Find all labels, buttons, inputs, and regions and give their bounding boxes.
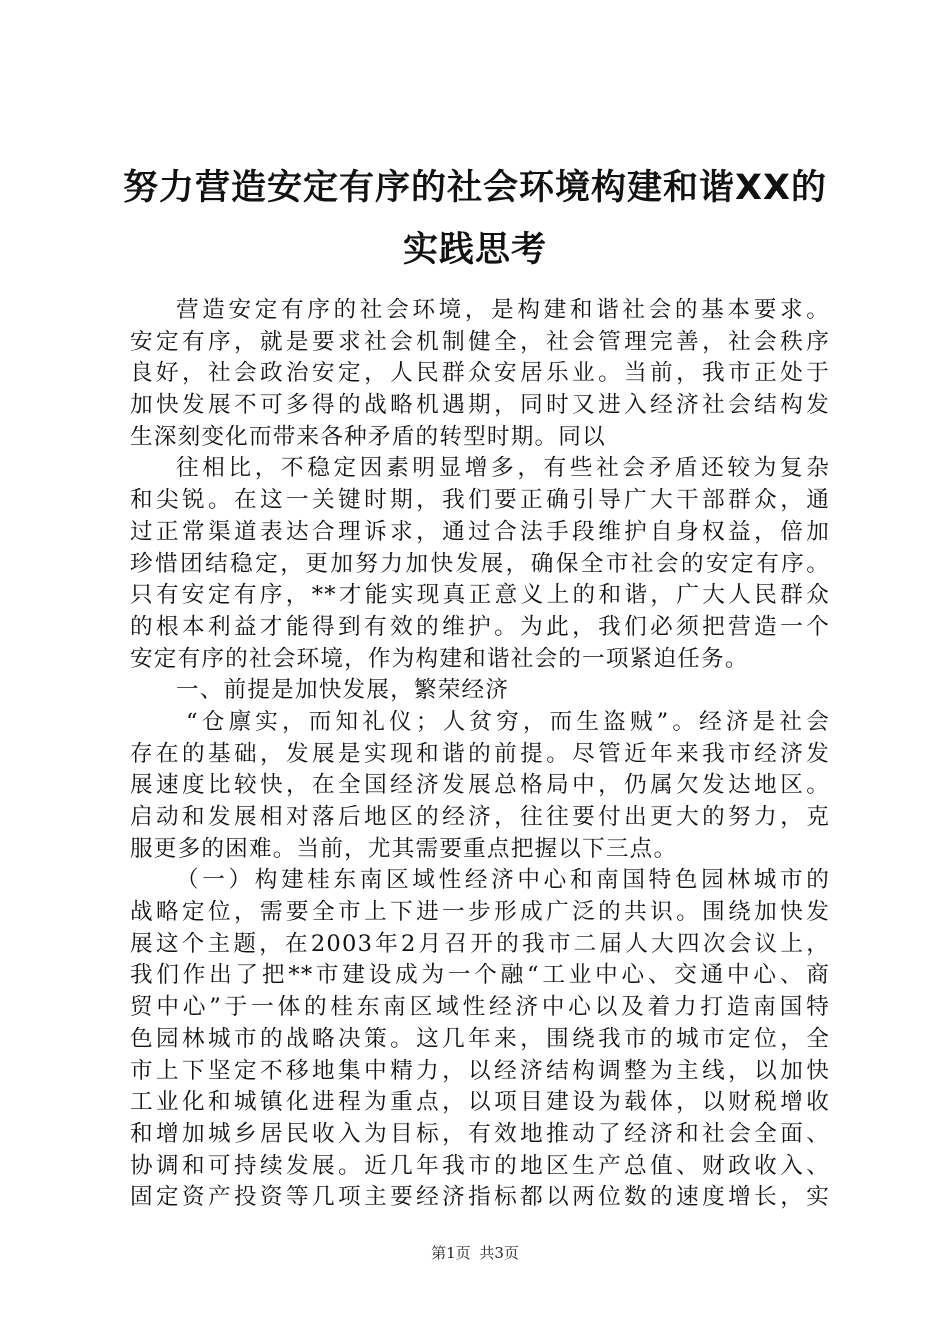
paragraph-line: 色园林城市的战略决策。这几年来，围绕我市的城市定位，全 — [130, 1025, 830, 1052]
paragraph-line: 存在的基础，发展是实现和谐的前提。尽管近年来我市经济发 — [130, 740, 830, 767]
paragraph-line: 加快发展不可多得的战略机遇期，同时又进入经济社会结构发 — [130, 392, 830, 419]
paragraph-line: 安定有序，就是要求社会机制健全，社会管理完善，社会秩序 — [130, 328, 830, 355]
paragraph-line: 贸中心”于一体的桂东南区域性经济中心以及着力打造南国特 — [130, 994, 830, 1021]
paragraph-line: 的根本利益才能得到有效的维护。为此，我们必须把营造一个 — [130, 613, 830, 640]
subsection-line: （一）构建桂东南区域性经济中心和南国特色园林城市的 — [176, 867, 830, 894]
paragraph-line: 营造安定有序的社会环境，是构建和谐社会的基本要求。 — [176, 297, 830, 323]
paragraph-line: 展这个主题，在2003年2月召开的我市二届人大四次会议上， — [130, 930, 830, 957]
paragraph-line: 展速度比较快，在全国经济发展总格局中，仍属欠发达地区。 — [130, 772, 830, 799]
paragraph-line: 只有安定有序，**才能实现真正意义上的和谐，广大人民群众 — [130, 582, 830, 609]
paragraph-line: 固定资产投资等几项主要经济指标都以两位数的速度增长，实 — [130, 1184, 830, 1211]
page-total: 共3页 — [479, 1244, 519, 1262]
page-number: 第1页 — [431, 1244, 471, 1262]
paragraph-line: 战略定位，需要全市上下进一步形成广泛的共识。围绕加快发 — [130, 899, 830, 926]
section-heading: 一、前提是加快发展，繁荣经济 — [176, 677, 510, 704]
paragraph-line: 服更多的困难。当前，尤其需要重点把握以下三点。 — [130, 835, 678, 862]
paragraph-line: 我们作出了把**市建设成为一个融“工业中心、交通中心、商 — [130, 962, 830, 989]
paragraph-line: 过正常渠道表达合理诉求，通过合法手段维护自身权益，倍加 — [130, 518, 830, 545]
paragraph-line: “仓廪实，而知礼仪；人贫穷，而生盗贼”。经济是社会 — [186, 708, 830, 735]
paragraph-line: 和增加城乡居民收入为目标，有效地推动了经济和社会全面、 — [130, 1120, 830, 1147]
paragraph-line: 市上下坚定不移地集中精力，以经济结构调整为主线，以加快 — [130, 1057, 830, 1084]
paragraph-line: 生深刻变化而带来各种矛盾的转型时期。同以 — [130, 423, 606, 450]
document-title-line-2: 实践思考 — [402, 230, 547, 270]
document-body — [130, 295, 830, 1214]
paragraph-line: 协调和可持续发展。近几年我市的地区生产总值、财政收入、 — [130, 1152, 830, 1179]
paragraph-line: 珍惜团结稳定，更加努力加快发展，确保全市社会的安定有序。 — [130, 550, 830, 577]
paragraph-line: 启动和发展相对落后地区的经济，往往要付出更大的努力，克 — [130, 804, 830, 830]
page-footer — [0, 1242, 950, 1263]
paragraph-line: 往相比，不稳定因素明显增多，有些社会矛盾还较为复杂 — [176, 455, 830, 482]
paragraph-line: 和尖锐。在这一关键时期，我们要正确引导广大干部群众，通 — [130, 487, 830, 514]
paragraph-line: 安定有序的社会环境，作为构建和谐社会的一项紧迫任务。 — [130, 645, 749, 672]
document-title-line-1: 努力营造安定有序的社会环境构建和谐XX的 — [123, 168, 827, 208]
paragraph-line: 良好，社会政治安定，人民群众安居乐业。当前，我市正处于 — [130, 360, 830, 387]
paragraph-line: 工业化和城镇化进程为重点，以项目建设为载体，以财税增收 — [130, 1089, 830, 1116]
